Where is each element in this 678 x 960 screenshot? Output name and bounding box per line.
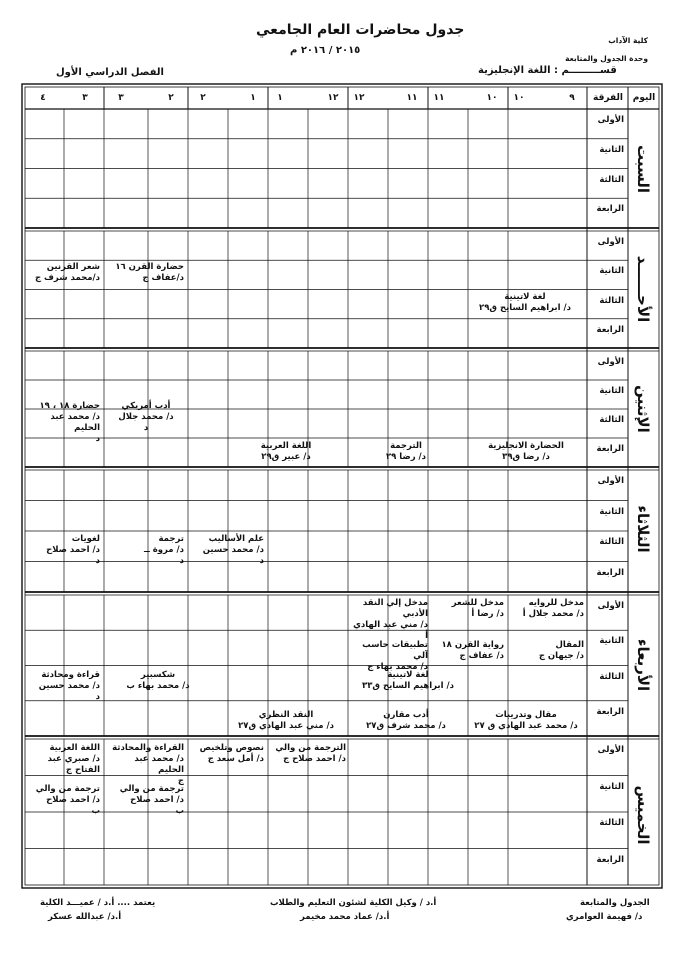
class-entry: ترجمة من والي د/ احمد صلاح ب: [35, 784, 100, 816]
class-entry: تطبيقات حاسب آلي د/ محمد بهاء ج: [362, 640, 428, 672]
day-sunday: الأحــــــد: [634, 255, 652, 323]
level-label: الثانية: [599, 266, 624, 277]
day-monday: الإثنين: [634, 385, 652, 433]
level-label: الرابعة: [596, 567, 624, 578]
class-entry: رواية القرن ١٨ د/ عفاف ج: [441, 640, 504, 661]
class-entry: اللغة العربية د/ عبير ق٢٩: [260, 441, 312, 462]
class-entry: لغة لاتينية د/ ابراهيم السايح ق٢٩: [479, 292, 571, 313]
academic-year: ٢٠١٥ / ٢٠١٦ م: [290, 45, 361, 56]
level-label: الثانية: [599, 386, 624, 396]
class-entry: ترجمة د/ مروة ــ د: [143, 534, 184, 566]
level-label: الثانية: [599, 506, 624, 517]
class-entry: مدخل للروايه د/ محمد جلال أ: [522, 598, 584, 619]
level-label: الرابعة: [596, 204, 624, 215]
header-period: ١٠: [513, 93, 525, 103]
day-wednesday: الأربعاء: [634, 638, 652, 692]
class-entry: مدخل إلي النقد الأدبي د/ مني عبد الهادي أ: [353, 598, 428, 641]
header-period: ٢: [200, 93, 206, 103]
class-entry: قراءة ومحادثة د/ محمد حسين د: [38, 670, 100, 702]
footer-schedule-unit: الجدول والمتابعة: [580, 898, 650, 908]
level-label: الثانية: [599, 781, 624, 792]
class-entry: مدخل للشعر د/ رضا أ: [451, 598, 504, 619]
header-period: ٣: [82, 93, 88, 103]
level-label: الثالثة: [599, 671, 624, 682]
level-label: الثالثة: [599, 415, 624, 425]
class-entry: الترجمة د/ رضا ٢٩: [385, 441, 427, 462]
class-entry: أدب أمريكي د/ محمد جلال د: [118, 401, 174, 433]
class-entry: النقد النظري د/ مني عبد الهادي ق٢٧: [238, 710, 334, 731]
level-label: الرابعة: [596, 854, 624, 865]
level-label: الأولى: [597, 601, 624, 611]
class-entry: القراءة والمحادثة د/ محمد عبد الحليم ج: [112, 743, 184, 786]
class-entry: حضارة القرن ١٦ د/عفاف ج: [115, 262, 184, 283]
header-period: ٣: [118, 93, 124, 103]
class-entry: مقال وتدريبات د/ محمد عبد الهادي ق ٢٧: [474, 710, 578, 731]
class-entry: علم الأساليب د/ محمد حسين د: [202, 534, 264, 566]
page-title: جدول محاضرات العام الجامعي: [256, 22, 465, 38]
header-period: ١١: [433, 93, 445, 103]
level-label: الثانية: [599, 144, 624, 155]
faculty-name: كلية الآداب: [608, 36, 648, 45]
level-label: الثالثة: [599, 818, 624, 828]
header-period: ١: [277, 93, 283, 103]
level-label: الأولى: [597, 745, 624, 755]
header-level: الفرقة: [593, 93, 623, 103]
class-entry: حضارة ١٨ ، ١٩ د/ محمد عبد الحليم د: [39, 401, 100, 444]
header-period: ٩: [569, 93, 575, 103]
level-label: الأولى: [597, 357, 624, 367]
level-label: الثالثة: [599, 295, 624, 306]
level-label: الرابعة: [596, 324, 624, 335]
footer-vice-dean-name: أ.د/ عماد محمد مخيمر: [300, 912, 390, 922]
level-label: الرابعة: [596, 444, 624, 454]
class-entry: الترجمة من والي د/ احمد صلاح ج: [275, 743, 346, 764]
day-thursday: الخميس: [634, 785, 652, 845]
footer-dean: يعتمد .... أ.د / عميـــد الكلية: [40, 898, 156, 908]
footer-dean-name: أ.د/ عبدالله عسكر: [48, 912, 122, 922]
header-period: ١١: [406, 93, 418, 103]
unit-name: وحدة الجدول والمتابعة: [565, 54, 648, 63]
header-day: اليوم: [632, 93, 656, 103]
footer-schedule-head: د/ فهيمة العوامري: [566, 912, 643, 922]
day-tuesday: الثلاثاء: [634, 505, 652, 553]
level-label: الأولى: [597, 476, 624, 486]
level-label: الثالثة: [599, 174, 624, 185]
class-entry: ترجمة من والي د/ احمد صلاح ب: [119, 784, 184, 816]
class-entry: الحضارة الانجليزية د/ رضا ق٣٩: [488, 441, 564, 462]
level-label: الرابعة: [596, 706, 624, 717]
header-period: ١: [250, 93, 256, 103]
class-entry: نصوص وتلخيص د/ أمل سعد ج: [199, 743, 264, 764]
class-entry: لغة لاتينية د/ ابراهيم السايح ق٣٣: [362, 670, 454, 691]
header-period: ١٠: [486, 93, 498, 103]
level-label: الأولى: [597, 237, 624, 247]
class-entry: المقال د/ جيهان ج: [538, 640, 584, 661]
header-period: ١٢: [353, 93, 365, 103]
department-name: قســـــــــم : اللغة الإنجليزية: [478, 65, 617, 76]
class-entry: شكسبير د/ محمد بهاء ب: [126, 670, 190, 691]
level-label: الثالثة: [599, 537, 624, 547]
class-entry: لغويات د/ احمد صلاح د: [46, 534, 100, 566]
semester-label: الفصل الدراسي الأول: [56, 67, 164, 78]
header-period: ٤: [40, 93, 46, 103]
day-saturday: السبت: [634, 144, 652, 194]
level-label: الثانية: [599, 636, 624, 647]
class-entry: شعر القرنين د/محمد شرف ج: [34, 262, 100, 283]
class-entry: أدب مقارن د/ محمد شرف ق٢٧: [366, 710, 446, 731]
class-entry: اللغة العربية د/ صبري عبد الفتاح ج: [47, 743, 100, 775]
footer-vice-dean: أ.د / وكيل الكلية لشئون التعليم والطلاب: [270, 898, 437, 908]
header-period: ١٢: [327, 93, 339, 103]
level-label: الأولى: [597, 115, 624, 125]
header-period: ٢: [168, 93, 174, 103]
